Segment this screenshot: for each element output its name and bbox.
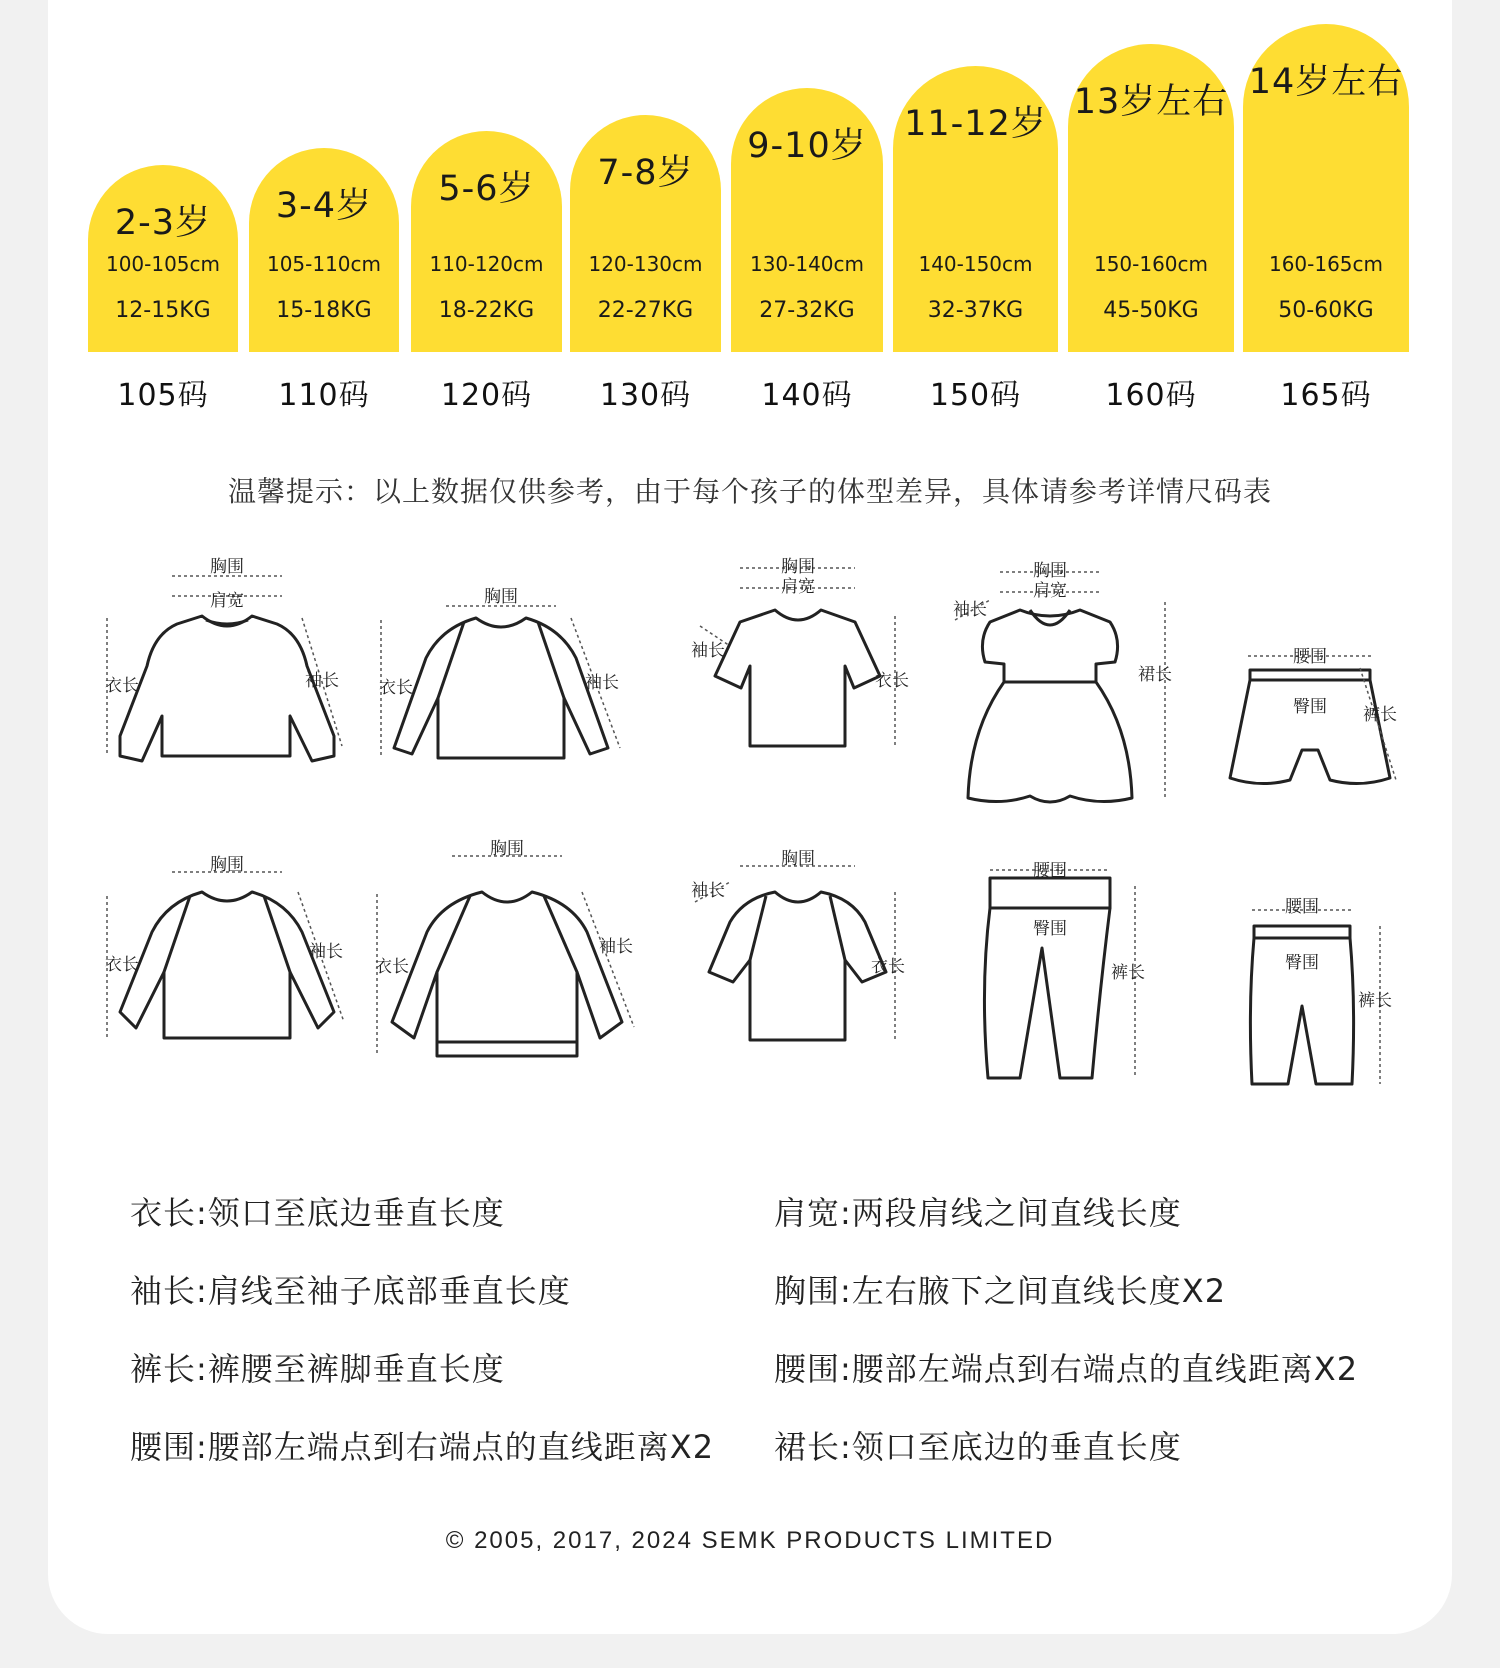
sleeve-label: 袖长 <box>599 937 633 957</box>
definition-left-3: 裤长:裤腰至裤脚垂直长度 <box>130 1350 505 1388</box>
diagram-tshirt <box>690 556 910 806</box>
definition-right-1: 肩宽:两段肩线之间直线长度 <box>774 1194 1182 1232</box>
size-column <box>88 165 238 352</box>
diagram-sweatshirt <box>102 556 372 816</box>
chest-label: 胸围 <box>210 855 244 875</box>
size-height: 105-110cm <box>266 252 382 276</box>
size-weight: 12-15KG <box>115 298 211 323</box>
copyright-text: © 2005, 2017, 2024 SEMK PRODUCTS LIMITED <box>445 1527 1055 1554</box>
length-label: 衣长 <box>105 955 139 975</box>
size-age: 13岁左右 <box>1073 82 1229 122</box>
size-age: 14岁左右 <box>1248 62 1404 102</box>
size-code: 140码 <box>761 378 853 413</box>
size-age: 11-12岁 <box>904 104 1047 144</box>
size-code: 105码 <box>117 378 209 413</box>
chest-label: 胸围 <box>781 849 815 869</box>
chest-label: 胸围 <box>781 557 815 577</box>
diagram-raglan-top <box>102 852 372 1092</box>
diagram-raglan-sweatshirt <box>376 578 646 818</box>
chest-label: 胸围 <box>210 557 244 577</box>
sleeve-label: 袖长 <box>585 673 619 693</box>
size-weight: 15-18KG <box>276 298 372 323</box>
diagram-raglan-tee <box>690 849 910 1092</box>
length-label: 衣长 <box>875 671 909 691</box>
sleeve-label: 袖长 <box>691 641 725 661</box>
length-label: 衣长 <box>375 957 409 977</box>
size-height: 160-165cm <box>1268 252 1384 276</box>
diagram-shorts <box>1220 600 1420 800</box>
sleeve-label: 袖长 <box>305 671 339 691</box>
size-height: 120-130cm <box>588 252 703 276</box>
size-weight: 27-32KG <box>759 298 855 323</box>
length-label: 衣长 <box>871 957 905 977</box>
size-age: 3-4岁 <box>275 186 373 226</box>
length-label: 衣长 <box>105 676 139 696</box>
size-code: 150码 <box>929 378 1022 413</box>
diagram-dress <box>950 560 1180 820</box>
size-age: 2-3岁 <box>114 203 212 243</box>
size-age: 7-8岁 <box>597 153 694 193</box>
size-column <box>411 131 562 352</box>
chest-label: 胸围 <box>1033 561 1067 581</box>
length-label: 裤长 <box>1363 705 1397 725</box>
size-weight: 22-27KG <box>597 298 694 323</box>
size-age: 9-10岁 <box>747 126 867 166</box>
shoulder-label: 肩宽 <box>210 591 244 611</box>
definition-left-1: 衣长:领口至底边垂直长度 <box>130 1194 505 1232</box>
hip-label: 臀围 <box>1285 953 1319 973</box>
waist-label: 腰围 <box>1033 861 1067 881</box>
size-code: 165码 <box>1280 378 1372 413</box>
size-height: 100-105cm <box>105 252 221 276</box>
size-height: 150-160cm <box>1093 252 1209 276</box>
size-column <box>249 148 399 352</box>
waist-label: 腰围 <box>1285 897 1319 917</box>
diagram-jogger-pants <box>970 861 1170 1098</box>
size-code: 160码 <box>1105 378 1197 413</box>
length-label: 裤长 <box>1358 991 1392 1011</box>
size-height: 110-120cm <box>429 252 544 276</box>
waist-label: 腰围 <box>1293 647 1327 667</box>
sleeve-label: 袖长 <box>691 881 725 901</box>
diagram-capri-pants <box>1240 896 1420 1096</box>
tip-text: 温馨提示：以上数据仅供参考，由于每个孩子的体型差异，具体请参考详情尺码表 <box>227 475 1272 508</box>
size-column <box>570 115 721 352</box>
size-weight: 45-50KG <box>1103 298 1199 323</box>
size-weight: 50-60KG <box>1278 298 1374 323</box>
length-label: 衣长 <box>379 678 413 698</box>
size-code: 120码 <box>440 378 533 413</box>
size-weight: 32-37KG <box>927 298 1024 323</box>
length-label: 裙长 <box>1138 665 1172 685</box>
definition-left-2: 袖长:肩线至袖子底部垂直长度 <box>130 1272 571 1310</box>
size-column <box>1068 44 1234 352</box>
hip-label: 臀围 <box>1033 919 1067 939</box>
size-height: 130-140cm <box>749 252 865 276</box>
size-code: 130码 <box>599 378 692 413</box>
definition-right-4: 裙长:领口至底边的垂直长度 <box>774 1428 1182 1466</box>
size-column <box>731 88 883 352</box>
shoulder-label: 肩宽 <box>781 577 815 597</box>
chest-label: 胸围 <box>490 839 524 859</box>
size-age: 5-6岁 <box>438 169 535 209</box>
size-column <box>1243 24 1409 352</box>
length-label: 裤长 <box>1111 963 1145 983</box>
definition-right-3: 腰围:腰部左端点到右端点的直线距离X2 <box>774 1350 1359 1388</box>
diagram-cuffed-sweatshirt <box>372 839 662 1092</box>
shoulder-label: 肩宽 <box>1033 581 1067 601</box>
size-code: 110码 <box>278 378 370 413</box>
size-weight: 18-22KG <box>438 298 535 323</box>
definition-left-4: 腰围:腰部左端点到右端点的直线距离X2 <box>130 1428 715 1466</box>
definition-right-2: 胸围:左右腋下之间直线长度X2 <box>774 1272 1227 1310</box>
chest-label: 胸围 <box>484 587 518 607</box>
sleeve-label: 袖长 <box>309 942 343 962</box>
sleeve-label: 袖长 <box>953 600 987 620</box>
size-column <box>893 66 1058 352</box>
size-height: 140-150cm <box>918 252 1033 276</box>
hip-label: 臀围 <box>1293 697 1327 717</box>
